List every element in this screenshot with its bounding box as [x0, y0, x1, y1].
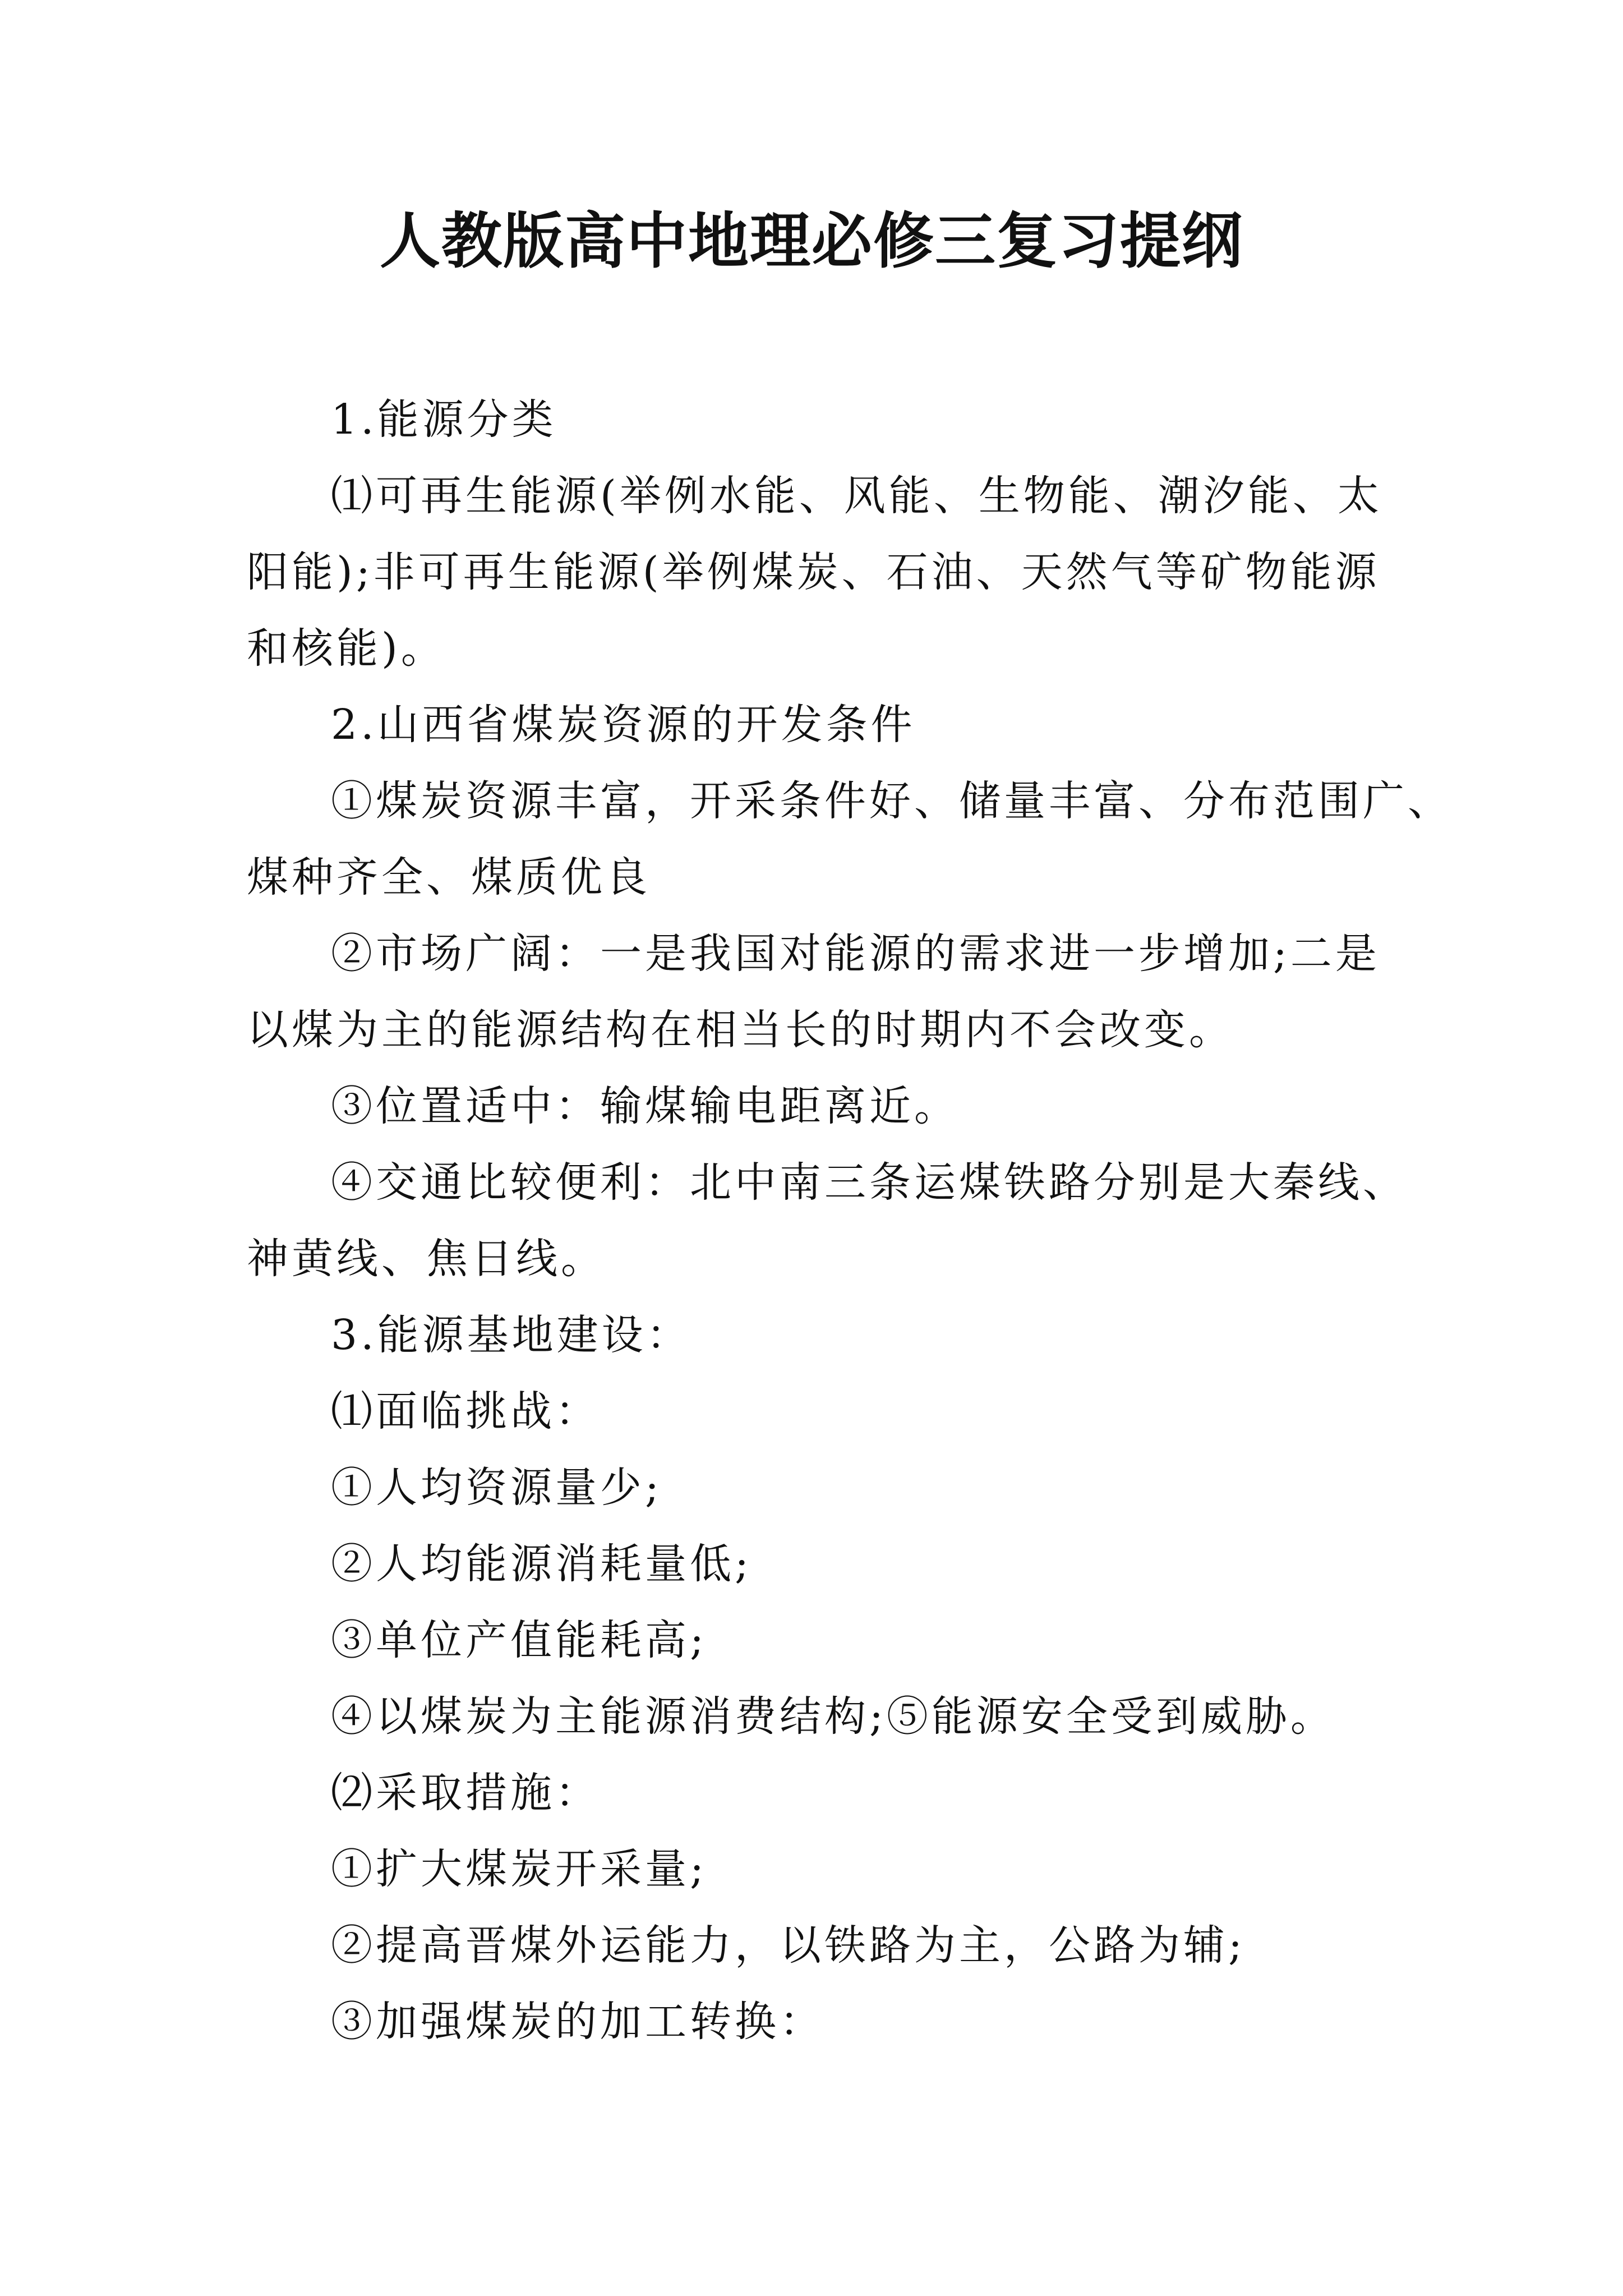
list-item-challenge-1: ①人均资源量少; [331, 1464, 662, 1512]
list-item-measure-2: ②提高晋煤外运能力，以铁路为主，公路为辅; [331, 1921, 1246, 1970]
heading-shanxi-coal-conditions: 2.山西省煤炭资源的开发条件 [331, 701, 916, 749]
document-title: 人教版高中地理必修三复习提纲 [379, 206, 1243, 277]
paragraph-transport-line-2: 神黄线、焦日线。 [247, 1235, 606, 1283]
paragraph-transport-line-1: ④交通比较便利：北中南三条运煤铁路分别是大秦线、 [331, 1158, 1408, 1207]
paragraph-market-line-1: ②市场广阔：一是我国对能源的需求进一步增加;二是 [331, 930, 1380, 978]
list-item-challenge-3: ③单位产值能耗高; [331, 1616, 707, 1664]
paragraph-coal-rich-line-2: 煤种齐全、煤质优良 [247, 853, 651, 901]
paragraph-location: ③位置适中：输煤输电距离近。 [331, 1082, 959, 1130]
heading-energy-classification: 1.能源分类 [331, 395, 557, 444]
paragraph-coal-rich-line-1: ①煤炭资源丰富，开采条件好、储量丰富、分布范围广、 [331, 777, 1453, 825]
subheading-challenges: ⑴面临挑战： [331, 1387, 600, 1435]
heading-energy-base: 3.能源基地建设： [331, 1311, 691, 1359]
list-item-measure-3: ③加强煤炭的加工转换： [331, 1998, 824, 2046]
paragraph-renewable-line-1: ⑴可再生能源(举例水能、风能、生物能、潮汐能、太 [331, 472, 1382, 520]
paragraph-renewable-line-3: 和核能)。 [247, 624, 446, 673]
paragraph-market-line-2: 以煤为主的能源结构在相当长的时期内不会改变。 [247, 1006, 1234, 1054]
subheading-measures: ⑵采取措施： [331, 1769, 600, 1817]
list-item-measure-1: ①扩大煤炭开采量; [331, 1845, 707, 1893]
paragraph-renewable-line-2: 阳能);非可再生能源(举例煤炭、石油、天然气等矿物能源 [247, 548, 1380, 596]
list-item-challenge-4-5: ④以煤炭为主能源消费结构;⑤能源安全受到威胁。 [331, 1692, 1335, 1741]
document-body [247, 381, 1453, 2060]
list-item-challenge-2: ②人均能源消耗量低; [331, 1540, 752, 1588]
